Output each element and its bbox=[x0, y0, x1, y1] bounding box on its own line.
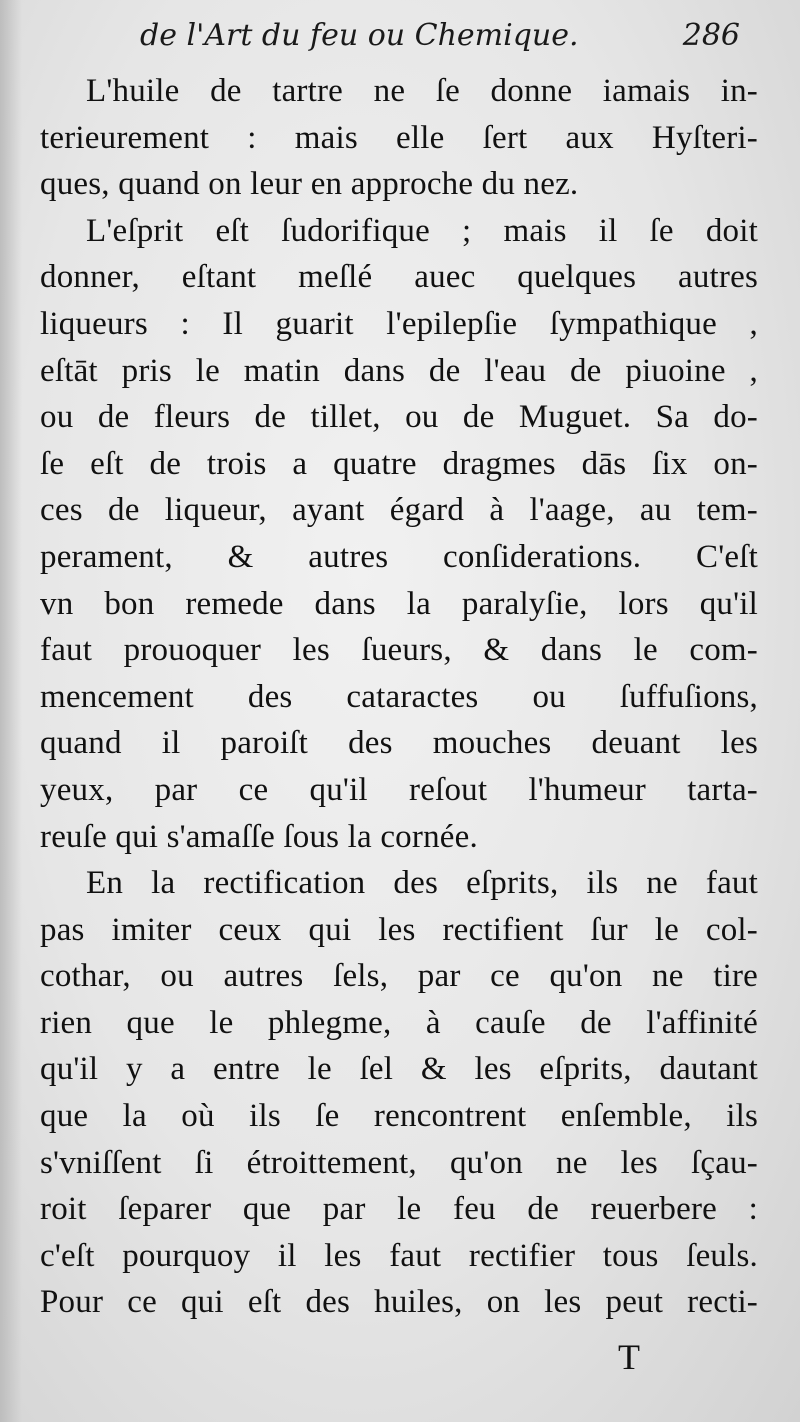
text-line: L'huile de tartre ne ſe donne iamais in- bbox=[86, 73, 758, 109]
text-line: vn bon remede dans la paralyſie, lors qu'il bbox=[40, 585, 758, 622]
text-line: terieurement : mais elle ſert aux Hyſteri- bbox=[40, 119, 758, 156]
text-line: ces de liqueur, ayant égard à l'aage, au tem- bbox=[40, 492, 758, 529]
page-edge-shadow bbox=[0, 0, 22, 1422]
page-header bbox=[140, 18, 740, 58]
running-title: de l'Art du feu ou Chemique. bbox=[140, 18, 579, 53]
text-line: ou de fleurs de tillet, ou de Muguet. Sa do- bbox=[40, 399, 758, 436]
text-line: mencement des cataractes ou ſuffuſions, bbox=[40, 678, 758, 715]
body-text bbox=[40, 68, 758, 1326]
text-line: Pour ce qui eſt des huiles, on les peut recti- bbox=[40, 1284, 758, 1321]
text-line: reuſe qui s'amaſſe ſous la cornée. bbox=[40, 818, 478, 855]
page-number: 286 bbox=[682, 18, 740, 53]
text-line: eſtāt pris le matin dans de l'eau de piuoine , bbox=[40, 352, 758, 389]
text-line: perament, & autres conſiderations. C'eſt bbox=[40, 538, 758, 575]
text-line: rien que le phlegme, à cauſe de l'affinité bbox=[40, 1004, 758, 1041]
text-line: qu'il y a entre le ſel & les eſprits, dautant bbox=[40, 1051, 758, 1088]
text-line: En la rectification des eſprits, ils ne faut bbox=[86, 865, 758, 902]
text-line: liqueurs : Il guarit l'epilepſie ſympathique , bbox=[40, 305, 758, 342]
text-line: s'vniſſent ſi étroittement, qu'on ne les ſçau- bbox=[40, 1144, 758, 1181]
text-line: ſe eſt de trois a quatre dragmes dās ſix on- bbox=[40, 445, 758, 482]
text-line: quand il paroiſt des mouches deuant les bbox=[40, 725, 758, 762]
text-line: ques, quand on leur en approche du nez. bbox=[40, 166, 579, 203]
text-line: faut prouoquer les ſueurs, & dans le com- bbox=[40, 632, 758, 669]
text-line: que la où ils ſe rencontrent enſemble, ils bbox=[40, 1098, 758, 1135]
text-line: L'eſprit eſt ſudorifique ; mais il ſe doit bbox=[86, 212, 758, 249]
text-line: yeux, par ce qu'il reſout l'humeur tarta- bbox=[40, 771, 758, 808]
text-line: donner, eſtant meſlé auec quelques autres bbox=[40, 259, 758, 296]
text-line: cothar, ou autres ſels, par ce qu'on ne tire bbox=[40, 958, 758, 995]
text-line: roit ſeparer que par le feu de reuerbere : bbox=[40, 1191, 758, 1228]
text-line: pas imiter ceux qui les rectifient ſur le col- bbox=[40, 911, 758, 948]
text-line: c'eſt pourquoy il les faut rectifier tous ſeuls. bbox=[40, 1237, 758, 1274]
signature-mark: T bbox=[618, 1337, 640, 1377]
